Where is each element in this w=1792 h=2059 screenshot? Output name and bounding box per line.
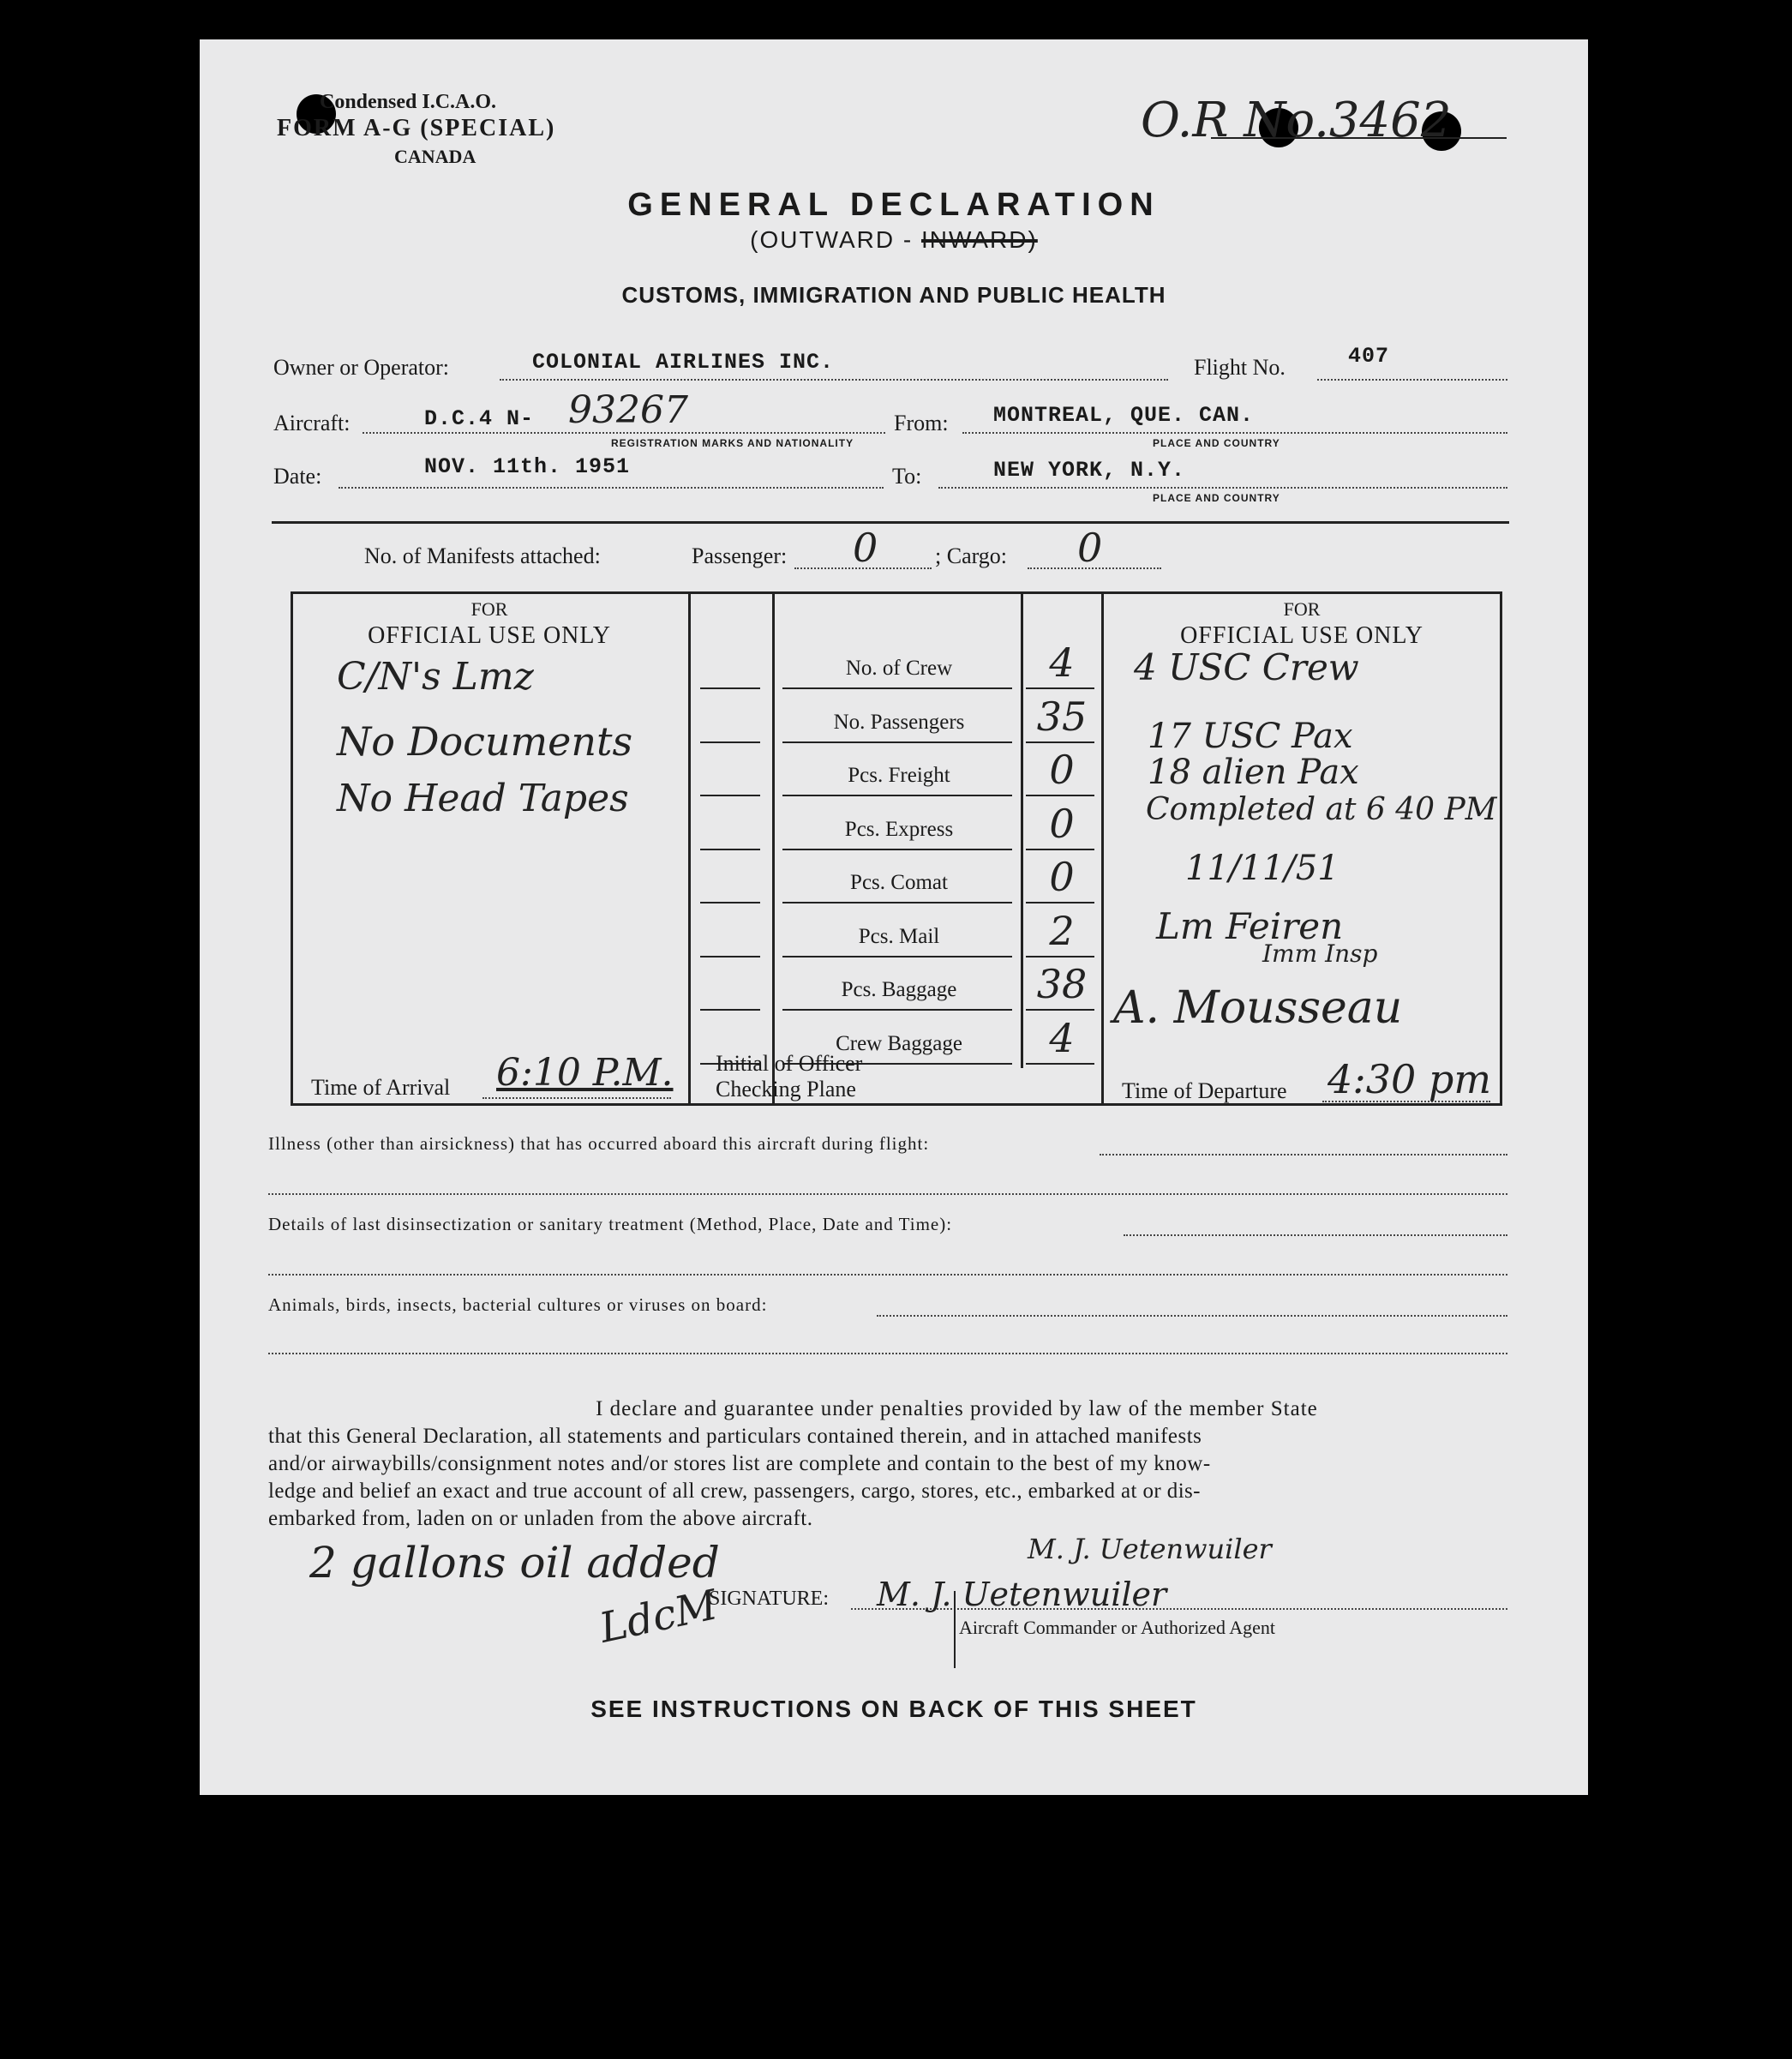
page-title: GENERAL DECLARATION <box>627 187 1160 223</box>
arrival-value[interactable]: 6:10 P.M. <box>496 1051 674 1095</box>
aircraft-registration-handwritten[interactable]: 93267 <box>568 388 688 432</box>
signature-upper: M. J. Uetenwuiler <box>1028 1533 1272 1565</box>
table-divider <box>1101 591 1104 1106</box>
row-label: Pcs. Comat <box>850 871 948 894</box>
instructions-footer: SEE INSTRUCTIONS ON BACK OF THIS SHEET <box>590 1696 1197 1722</box>
to-line <box>938 487 1507 489</box>
value-underline <box>1026 849 1094 850</box>
row-value[interactable]: 38 <box>1036 961 1088 1007</box>
right-official-note: Lm Feiren <box>1156 905 1344 947</box>
left-official-note: No Head Tapes <box>337 777 629 820</box>
row-label: Pcs. Freight <box>848 764 950 787</box>
declaration-line: and/or airwaybills/consignment notes and/or stores list are complete and contain to the best of my know- <box>268 1452 1211 1475</box>
dash-entry <box>700 849 760 850</box>
left-official-note: No Documents <box>337 718 633 765</box>
disinsectization-label: Details of last disinsectization or sanitary treatment (Method, Place, Date and Time): <box>268 1214 953 1234</box>
right-official-note: 17 USC Pax <box>1148 717 1353 756</box>
row-value[interactable]: 2 <box>1049 907 1075 954</box>
row-underline <box>782 902 1012 903</box>
declaration-line: embarked from, laden on or unladen from the above aircraft. <box>268 1507 813 1530</box>
date-value[interactable]: NOV. 11th. 1951 <box>424 454 631 479</box>
declaration-line: that this General Declaration, all statements and particulars contained therein, and in attached manifests <box>268 1425 1202 1448</box>
row-underline <box>782 849 1012 850</box>
manifests-label: No. of Manifests attached: <box>364 543 601 568</box>
flight-value[interactable]: 407 <box>1348 344 1390 369</box>
row-value[interactable]: 35 <box>1036 693 1088 740</box>
row-label: Pcs. Express <box>844 817 954 841</box>
or-number: O.R No.3462 <box>1141 93 1452 148</box>
value-underline <box>1026 902 1094 903</box>
value-underline <box>1026 795 1094 796</box>
cargo-manifest-value[interactable]: 0 <box>1077 525 1103 571</box>
flight-label: Flight No. <box>1194 355 1286 380</box>
aircraft-label: Aircraft: <box>273 411 351 435</box>
declaration-line: ledge and belief an exact and true account of all crew, passengers, cargo, stores, etc., embarked at or dis- <box>268 1480 1201 1503</box>
handwritten-initials: LdcM <box>595 1581 722 1653</box>
right-official-heading: OFFICIAL USE ONLY <box>1180 622 1423 649</box>
table-divider <box>772 591 775 1106</box>
signature-label: SIGNATURE: <box>709 1588 830 1610</box>
passenger-manifest-label: Passenger: <box>692 543 788 568</box>
left-official-for: FOR <box>470 598 508 620</box>
form-sheet <box>200 39 1588 1795</box>
illness-line <box>1100 1154 1507 1156</box>
row-value[interactable]: 0 <box>1049 747 1075 793</box>
departure-value[interactable]: 4:30 pm <box>1328 1056 1491 1102</box>
row-underline <box>782 741 1012 743</box>
illness-label: Illness (other than airsickness) that has occurred aboard this aircraft during flight: <box>268 1133 930 1154</box>
category-heading: CUSTOMS, IMMIGRATION AND PUBLIC HEALTH <box>621 282 1166 308</box>
to-value[interactable]: NEW YORK, N.Y. <box>993 458 1186 483</box>
form-country: CANADA <box>394 146 476 167</box>
illness-line-2 <box>268 1193 1507 1195</box>
animals-label: Animals, birds, insects, bacterial cultures or viruses on board: <box>268 1294 768 1315</box>
date-label: Date: <box>273 464 322 489</box>
right-official-note: 11/11/51 <box>1185 849 1340 888</box>
row-label: No. Passengers <box>833 710 965 734</box>
value-underline <box>1026 687 1094 689</box>
left-official-note: C/N's Lmz <box>337 655 534 699</box>
header-divider <box>272 521 1509 524</box>
declaration-line: I declare and guarantee under penalties provided by law of the member State <box>596 1397 1318 1420</box>
form-code-line1: Condensed I.C.A.O. <box>320 91 497 113</box>
dash-entry <box>700 1009 760 1011</box>
row-label: Crew Baggage <box>836 1031 962 1055</box>
value-underline <box>1026 1063 1094 1065</box>
direction-outward: (OUTWARD - <box>750 226 914 253</box>
signature-stroke <box>954 1591 956 1668</box>
table-divider <box>688 591 691 1106</box>
aircraft-typed[interactable]: D.C.4 N- <box>424 406 535 431</box>
direction-line <box>200 226 1588 254</box>
from-label: From: <box>894 411 949 435</box>
row-value[interactable]: 4 <box>1049 1014 1075 1061</box>
passenger-manifest-value[interactable]: 0 <box>853 525 878 571</box>
from-value[interactable]: MONTREAL, QUE. CAN. <box>993 403 1255 428</box>
owner-value[interactable]: COLONIAL AIRLINES INC. <box>532 350 835 375</box>
to-caption: PLACE AND COUNTRY <box>1153 492 1280 504</box>
initial-label-line2: Checking Plane <box>716 1077 856 1102</box>
right-official-for: FOR <box>1283 598 1321 620</box>
signature-caption: Aircraft Commander or Authorized Agent <box>959 1617 1276 1638</box>
arrival-label: Time of Arrival <box>311 1075 451 1100</box>
from-caption: PLACE AND COUNTRY <box>1153 437 1280 449</box>
dash-entry <box>700 956 760 957</box>
cargo-manifest-label: ; Cargo: <box>935 543 1008 568</box>
dash-entry <box>700 795 760 796</box>
flight-line <box>1317 379 1507 381</box>
owner-label: Owner or Operator: <box>273 355 450 380</box>
row-value[interactable]: 0 <box>1049 854 1075 900</box>
row-underline <box>782 687 1012 689</box>
row-label: Pcs. Mail <box>858 924 940 948</box>
row-value[interactable]: 4 <box>1049 639 1075 686</box>
or-number-underline <box>1211 137 1507 139</box>
value-underline <box>1026 956 1094 957</box>
right-official-note: Completed at 6 40 PM <box>1146 792 1497 827</box>
row-underline <box>782 1009 1012 1011</box>
arrival-line <box>482 1097 671 1099</box>
dash-entry <box>700 902 760 903</box>
row-label: Pcs. Baggage <box>841 978 957 1001</box>
departure-label: Time of Departure <box>1122 1078 1287 1103</box>
to-label: To: <box>892 464 922 489</box>
row-value[interactable]: 0 <box>1049 800 1075 847</box>
animals-line <box>877 1315 1507 1317</box>
form-code-line2: FORM A-G (SPECIAL) <box>277 115 556 141</box>
animals-line-2 <box>268 1353 1507 1354</box>
aircraft-line <box>363 432 885 434</box>
disinsectization-line-2 <box>268 1274 1507 1276</box>
date-line <box>339 487 884 489</box>
right-official-note: 4 USC Crew <box>1134 646 1359 688</box>
disinsectization-line <box>1124 1234 1507 1236</box>
signature-lower[interactable]: M. J. Uetenwuiler <box>877 1576 1167 1613</box>
right-official-note: Imm Insp <box>1262 939 1378 968</box>
direction-inward-struck: INWARD) <box>920 226 1038 253</box>
table-divider <box>1021 591 1023 1068</box>
right-official-note: A. Mousseau <box>1113 982 1403 1034</box>
row-label: No. of Crew <box>845 657 953 680</box>
dash-entry <box>700 741 760 743</box>
initial-label-line1: Initial of Officer <box>716 1051 863 1076</box>
left-official-heading: OFFICIAL USE ONLY <box>368 622 611 649</box>
row-underline <box>782 956 1012 957</box>
owner-line <box>500 379 1168 381</box>
from-line <box>962 432 1507 434</box>
row-underline <box>782 795 1012 796</box>
value-underline <box>1026 741 1094 743</box>
dash-entry <box>700 687 760 689</box>
handwritten-oil-note: 2 gallons oil added <box>309 1538 720 1588</box>
aircraft-caption: REGISTRATION MARKS AND NATIONALITY <box>611 437 854 449</box>
value-underline <box>1026 1009 1094 1011</box>
right-official-note: 18 alien Pax <box>1148 753 1359 792</box>
